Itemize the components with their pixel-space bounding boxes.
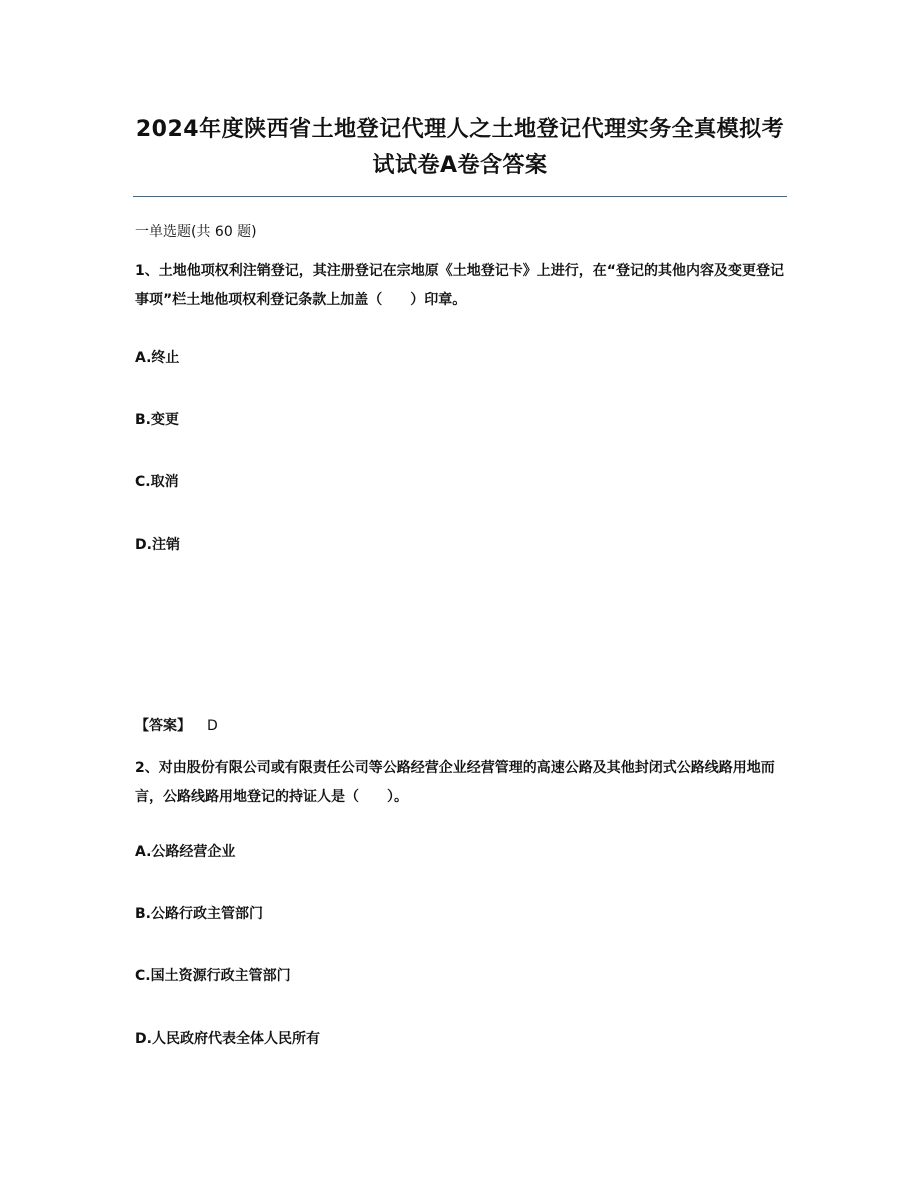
question-1-option-a: A.终止 bbox=[135, 350, 180, 366]
question-2-option-d: D.人民政府代表全体人民所有 bbox=[135, 1031, 320, 1047]
question-1-option-b: B.变更 bbox=[135, 412, 179, 428]
answer-value: D bbox=[207, 718, 218, 734]
answer-label: 【答案】 bbox=[135, 718, 191, 734]
document-title: 2024年度陕西省土地登记代理人之土地登记代理实务全真模拟考试试卷A卷含答案 bbox=[135, 117, 785, 178]
question-2-option-c: C.国土资源行政主管部门 bbox=[135, 968, 291, 984]
question-2-option-b: B.公路行政主管部门 bbox=[135, 906, 263, 922]
title-divider bbox=[133, 196, 787, 197]
question-2-text: 2、对由股份有限公司或有限责任公司等公路经营企业经营管理的高速公路及其他封闭式公路线路用地而言，公路线路用地登记的持证人是（ ）。 bbox=[135, 760, 775, 805]
question-1-answer bbox=[135, 716, 218, 736]
question-2-option-a: A.公路经营企业 bbox=[135, 844, 236, 860]
question-1-text: 1、土地他项权利注销登记，其注册登记在宗地原《土地登记卡》上进行，在“登记的其他内容及变更登记事项”栏土地他项权利登记条款上加盖（ ）印章。 bbox=[135, 263, 784, 308]
section-heading: 一单选题(共 60 题) bbox=[135, 224, 257, 240]
question-1-option-d: D.注销 bbox=[135, 537, 180, 553]
question-1-option-c: C.取消 bbox=[135, 474, 179, 490]
